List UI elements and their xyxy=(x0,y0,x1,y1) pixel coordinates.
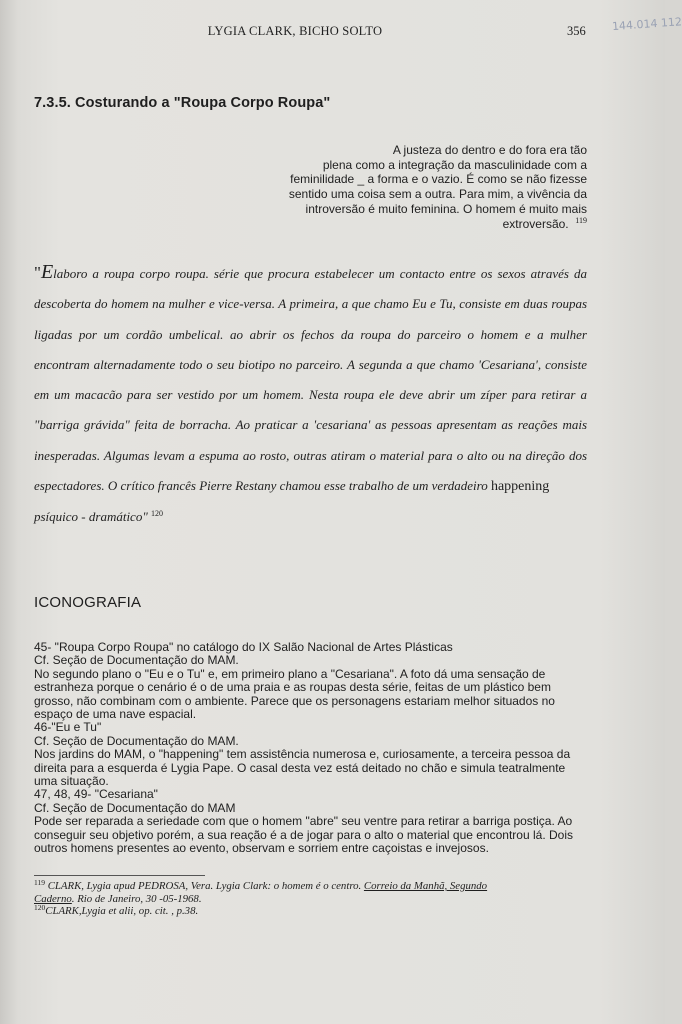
iconografia-line: Cf. Seção de Documentação do MAM. xyxy=(34,653,239,668)
footnote-ref-120[interactable]: 120 xyxy=(151,509,164,519)
footnote-120 xyxy=(34,905,589,918)
epigraph xyxy=(250,143,587,231)
iconografia-line: conseguir seu objetivo porém, a sua reação é a de jogar para o alto o material que encontrou lá. Dois xyxy=(34,827,573,842)
footnote-number: 120 xyxy=(34,903,46,912)
section-title: 7.3.5. Costurando a "Roupa Corpo Roupa" xyxy=(34,95,331,111)
quote-roman-word: happening xyxy=(490,479,550,495)
footnote-divider xyxy=(34,875,205,876)
pencil-annotation: 144.014 112 xyxy=(611,15,682,34)
footnote-ref-119[interactable]: 119 xyxy=(575,215,587,225)
footnote-119 xyxy=(34,880,589,893)
iconografia-line: 46-"Eu e Tu" xyxy=(34,720,102,735)
epigraph-line: sentido uma coisa sem a outra. Para mim, a vivência da xyxy=(288,187,587,202)
iconografia-line: espaço de uma nave espacial. xyxy=(34,707,197,722)
iconografia-line: grosso, não combinam com o ambiente. Parece que os personagens estariam melhor situados no xyxy=(34,693,555,708)
footnote-text: . Rio de Janeiro, 30 -05-1968. xyxy=(71,892,202,905)
iconografia-line: No segundo plano o "Eu e o Tu" e, em primeiro plano a "Cesariana". A foto dá uma sensação de xyxy=(34,666,546,681)
epigraph-line: plena como a integração da masculinidade com a xyxy=(322,157,587,172)
footnote-title-underlined: Correio da Manhã, Segundo xyxy=(363,880,488,892)
iconografia-line: direita para a esquerda é Lygia Pape. O casal desta vez está deitado no chão e simula teatralmente xyxy=(34,760,566,775)
iconografia-line: Cf. Seção de Documentação do MAM xyxy=(34,800,236,815)
quote-tail: psíquico - dramático" xyxy=(34,509,148,525)
iconografia-line: Pode ser reparada a seriedade com que o homem "abre" seu ventre para retirar a barriga postiça. Ao xyxy=(34,814,573,829)
footnote-119-cont xyxy=(34,893,589,906)
epigraph-line: extroversão. $^{119}$ xyxy=(502,215,587,231)
footnote-number: 119 xyxy=(34,878,45,887)
iconografia-heading: ICONOGRAFIA xyxy=(34,594,142,611)
iconografia-line: 47, 48, 49- "Cesariana" xyxy=(34,787,158,802)
footnote-text: CLARK,Lygia et alii, op. cit. , p.38. xyxy=(45,905,199,917)
epigraph-line: introversão é muito feminina. O homem é muito mais xyxy=(305,201,587,216)
open-quote-mark: " xyxy=(34,263,41,282)
iconografia-line: 45- "Roupa Corpo Roupa" no catálogo do IX Salão Nacional de Artes Plásticas xyxy=(34,640,453,654)
iconografia-line: Nos jardins do MAM, o "happening" tem assistência numerosa e, curiosamente, a terceira pessoa da xyxy=(34,747,571,762)
footnote-title-underlined: Caderno xyxy=(34,892,72,905)
quote-body: laboro a roupa corpo roupa. série que procura estabelecer um contacto entre os sexos através da descoberta do homem na mulher e vice-versa. A primeira, a que chamo Eu e Tu, consiste em duas roupas ligadas por um cordão umbelical. ao abrir os fechos da roupa do parceiro o homem e a mulher encontram alternadamente todo o seu biotipo no parceiro. A segunda a que chamo 'Cesariana', consiste em um macacão para ser vestido por um homem. Nesta roupa ele deve abrir um zíper para retirar a "barriga grávida" feita de borracha. Ao praticar a 'cesariana' as pessoas apresentam as reações mais inesperadas. Algumas levam a espuma ao rosto, outras atiram o material para o alto ou na direção dos espectadores. O crítico francês Pierre Restany chamou esse trabalho de um verdadeiro xyxy=(34,266,587,494)
running-header-title: LYGIA CLARK, BICHO SOLTO xyxy=(207,24,383,38)
iconografia-line: estranheza porque o cenário é o de uma praia e as roupas desta série, feitas de um plástico bem xyxy=(34,680,551,695)
footnotes xyxy=(34,880,589,918)
epigraph-line: A justeza do dentro e do fora era tão xyxy=(392,143,587,157)
block-quote xyxy=(34,257,587,533)
epigraph-line: feminilidade _ a forma e o vazio. É como se não fizesse xyxy=(290,172,587,187)
quote-initial: E xyxy=(40,261,54,283)
iconografia-line: Cf. Seção de Documentação do MAM. xyxy=(34,733,239,748)
page-number: 356 xyxy=(567,24,586,38)
iconografia-line: uma situação. xyxy=(34,774,109,789)
iconografia-list xyxy=(34,641,594,856)
iconografia-line: outros homens presentes ao evento, observam e sorriem entre caçoistas e invejosos. xyxy=(34,841,489,856)
footnote-text: CLARK, Lygia apud PEDROSA, Vera. Lygia Clark: o homem é o centro. xyxy=(47,880,362,892)
